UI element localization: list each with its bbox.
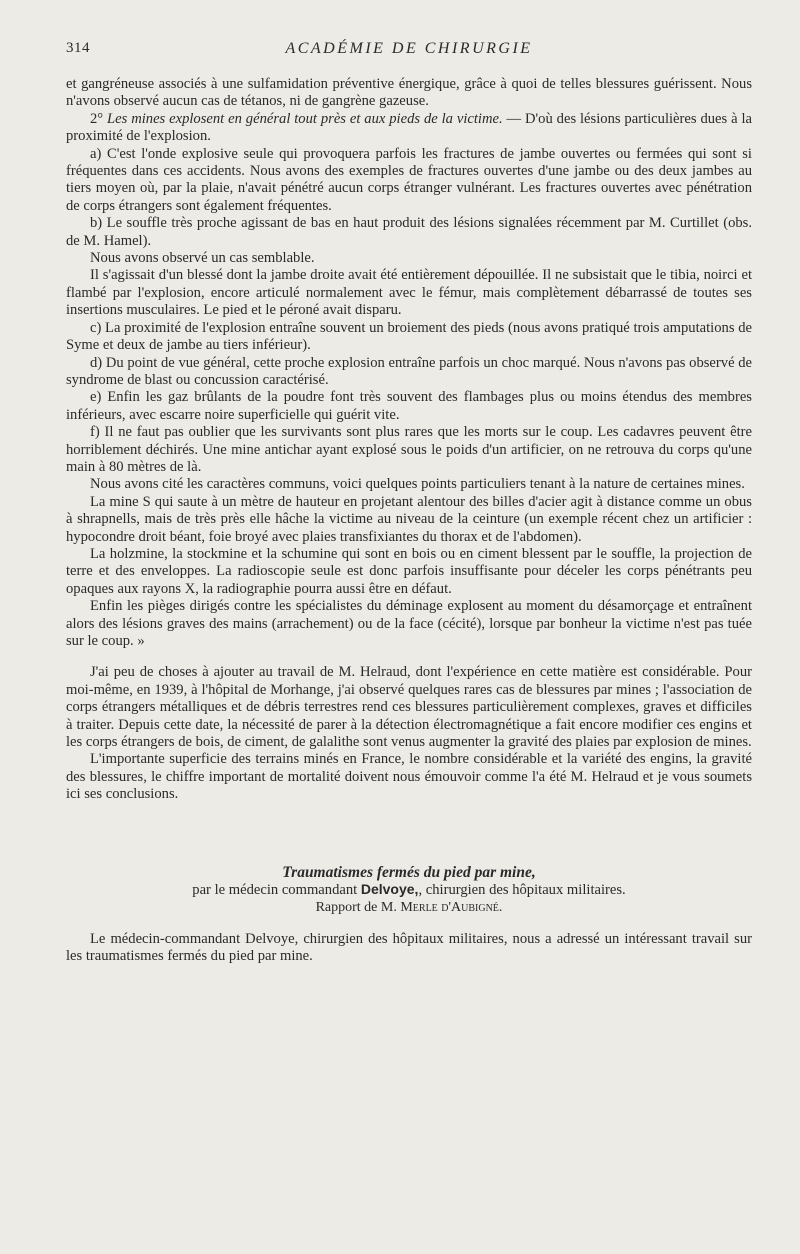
paragraph: et gangréneuse associés à une sulfamidation préventive énergique, grâce à quoi de telles blessures guérissent. Nous n'avons observé aucun cas de tétanos, ni de gangrène gazeuse. [66, 76, 752, 110]
paragraph: Enfin les pièges dirigés contre les spécialistes du déminage explosent au moment du désamorçage et entraînent alors des lésions graves des mains (arrachement) ou de la face (cécité), lorsque par bonheur la victime n'est pas tuée sur le coup. » [66, 598, 752, 649]
report-line [66, 899, 752, 916]
article-body [66, 76, 752, 966]
paragraph: a) C'est l'onde explosive seule qui provoquera parfois les fractures de jambe ouvertes ou fermées qui sont si fréquentes dans ces accidents. Nous avons des exemples de fractures ouvertes d'une jambe ou des deux jambes au tiers moyen où, par la plaie, n'avait pénétré aucun corps étranger vulnérant. Les fractures ouvertes avec pénétration de corps étrangers sont également fréquentes. [66, 145, 752, 214]
report-prefix: Rapport de M. [315, 900, 397, 916]
spacer [66, 650, 752, 664]
spacer [66, 917, 752, 931]
paragraph: Nous avons observé un cas semblable. [90, 250, 315, 267]
paragraph: c) La proximité de l'explosion entraîne souvent un broiement des pieds (nous avons pratiqué trois amputations de Syme et deux de jambe au tiers inférieur). [66, 319, 752, 354]
paragraph: d) Du point de vue général, cette proche explosion entraîne parfois un choc marqué. Nous n'avons pas observé de syndrome de blast ou concussion caractérisé. [66, 354, 752, 388]
article-title: Traumatismes fermés du pied par mine, [282, 863, 536, 881]
page-number: 314 [66, 40, 90, 56]
author-prefix: par le médecin commandant [192, 882, 358, 899]
spacer [66, 804, 752, 864]
paragraph: e) Enfin les gaz brûlants de la poudre font très souvent des flambages plus ou moins étendus des membres inférieurs, avec escarre noire superficielle qui guérit vite. [66, 389, 752, 423]
paragraph: La mine S qui saute à un mètre de hauteur en projetant alentour des billes d'acier agit à distance comme un obus à shrapnells, mais de très près elle hâche la victime au niveau de la ceinture (un exemple récent chez un artificier : hypocondre droit béant, foie broyé avec plaies transfixiantes du thorax et de l'abdomen). [66, 493, 752, 545]
paragraph: f) Il ne faut pas oublier que les survivants sont plus rares que les morts sur le coup. Les cadavres peuvent être horriblement déchirés. Une mine antichar ayant explosé sous le poids d'un artificier, on ne retrouva du corps qu'une main à 80 mètres de là. [66, 424, 752, 475]
point-number: 2° [90, 110, 104, 127]
paragraph: Nous avons cité les caractères communs, voici quelques points particuliers tenant à la nature de certaines mines. [90, 476, 745, 493]
paragraph: J'ai peu de choses à ajouter au travail de M. Helraud, dont l'expérience en cette matière est considérable. Pour moi-même, en 1939, à l'hôpital de Morhange, j'ai observé quelques rares cas de blessures par mines ; l'association de corps étrangers métalliques et de débris terrestres rend ces blessures particulièrement complexes, graves et difficiles à traiter. Depuis cette date, la nécessité de parer à la détection électromagnétique a fait encore modifier ces engins et les corps étrangers de bois, de ciment, de galalithe sont venus augmenter la gravité des plaies par explosion de mines. [66, 664, 752, 751]
author-suffix: , chirurgien des hôpitaux militaires. [418, 882, 626, 899]
point-text: D'où des lésions particulières dues à la proximité de l'explosion. [66, 110, 752, 145]
paragraph-point-2 [66, 111, 752, 146]
em-dash: — [506, 110, 522, 127]
author-name: Delvoye, [360, 881, 419, 898]
reporter-name: Merle d'Aubigné. [400, 900, 503, 916]
paragraph: La holzmine, la stockmine et la schumine qui sont en bois ou en ciment blessent par le souffle, la projection de terre et des enveloppes. La radioscopie seule est donc parfois insuffisante pour déceler les corps pénétrants peu opaques aux rayons X, la radiographie pourra aussi être en défaut. [66, 545, 752, 597]
article-author-line [66, 881, 752, 899]
running-head [66, 40, 752, 64]
paragraph: b) Le souffle très proche agissant de bas en haut produit des lésions signalées récemment par M. Curtillet (obs. de M. Hamel). [66, 215, 752, 249]
journal-title: ACADÉMIE DE CHIRURGIE [285, 40, 533, 57]
point-heading: Les mines explosent en général tout près et aux pieds de la victime. [107, 110, 503, 127]
article-intro: Le médecin-commandant Delvoye, chirurgien des hôpitaux militaires, nous a adressé un intéressant travail sur les traumatismes fermés du pied par mine. [66, 930, 752, 965]
paragraph: Il s'agissait d'un blessé dont la jambe droite avait été entièrement dépouillée. Il ne subsistait que le tibia, noirci et flambé par l'explosion, encore articulé normalement avec le fémur, mais complètement débarrassé de toutes ses insertions musculaires. Le pied et le péroné avait disparu. [66, 267, 752, 319]
paragraph: L'importante superficie des terrains minés en France, le nombre considérable et la variété des engins, la gravité des blessures, le chiffre important de mortalité doivent nous émouvoir comme l'a été M. Helraud et je vous soumets ici ses conclusions. [66, 751, 752, 803]
